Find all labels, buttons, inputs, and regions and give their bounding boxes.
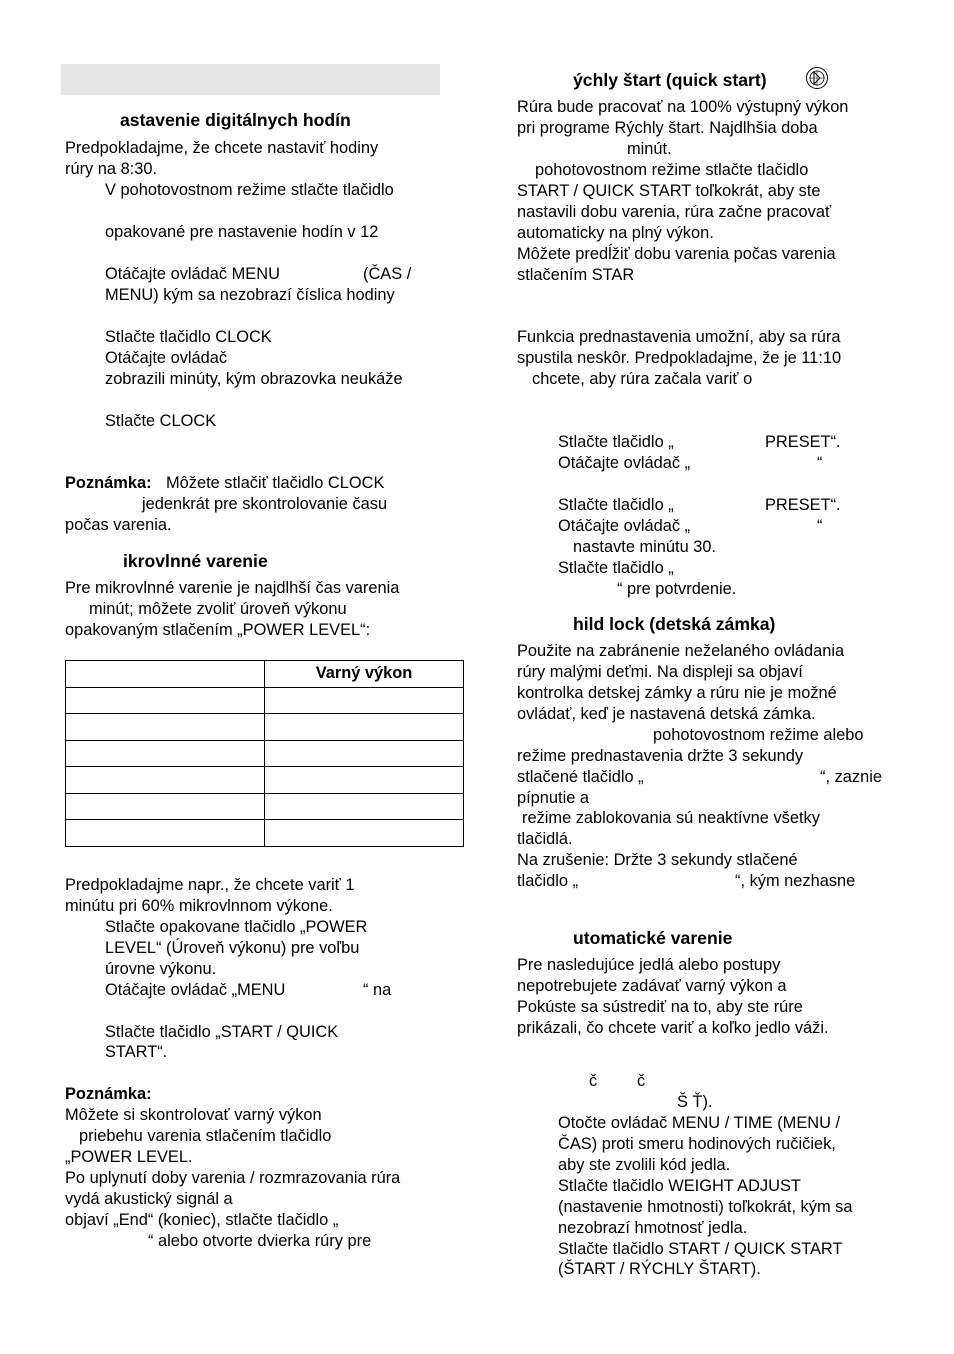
table-cell xyxy=(66,714,265,741)
heading-auto-cooking: utomatické varenie xyxy=(573,928,733,948)
quick-text-line: nastavili dobu varenia, rúra začne pracovať xyxy=(517,203,832,221)
clock-text-line: rúry na 8:30. xyxy=(65,160,158,178)
lock-text-line: pohotovostnom režime alebo xyxy=(653,726,864,744)
note-text-line: priebehu varenia stlačením tlačidlo xyxy=(79,1127,332,1145)
lock-text-line: kontrolka detskej zámky a rúru nie je možné xyxy=(517,684,837,702)
note-text-line: „POWER LEVEL. xyxy=(65,1148,193,1166)
note-text-line: počas varenia. xyxy=(65,516,172,534)
table-header-cell xyxy=(66,661,265,688)
quick-text-line: Rúra bude pracovať na 100% výstupný výkon xyxy=(517,98,849,116)
table-row xyxy=(66,793,464,820)
auto-text-line: prikázali, čo chcete variť a koľko jedlo váži. xyxy=(517,1019,829,1037)
example-text-line: Predpokladajme napr., že chcete variť 1 xyxy=(65,876,355,894)
preset-step-line: Stlačte tlačidlo „ xyxy=(558,559,674,577)
example-step-line: Otáčajte ovládač „MENU xyxy=(105,981,286,999)
micro-text-line: minút; môžete zvoliť úroveň výkonu xyxy=(89,600,347,618)
example-step-line: “ na xyxy=(363,981,392,999)
auto-step-line: (ŠTART / RÝCHLY ŠTART). xyxy=(558,1260,761,1278)
lock-text-line: ovládať, keď je nastavená detská zámka. xyxy=(517,705,816,723)
micro-text-line: Pre mikrovlnné varenie je najdlhší čas varenia xyxy=(65,579,400,597)
lock-text-line: rúry malými deťmi. Na displeji sa objaví xyxy=(517,663,803,681)
auto-step-line: ČAS) proti smeru hodinových ručičiek, xyxy=(558,1135,836,1153)
note-label: Poznámka: xyxy=(65,1085,152,1103)
quick-text-line: pri programe Rýchly štart. Najdlhšia doba xyxy=(517,119,818,137)
table-cell xyxy=(265,714,464,741)
preset-text-line: spustila neskôr. Predpokladajme, že je 11:10 xyxy=(517,349,842,367)
quick-start-icon xyxy=(805,66,829,90)
table-row xyxy=(66,820,464,847)
example-step-line: Stlačte opakovane tlačidlo „POWER xyxy=(105,918,368,936)
preset-step-line: “ pre potvrdenie. xyxy=(617,580,737,598)
table-row xyxy=(66,714,464,741)
table-row xyxy=(66,740,464,767)
preset-step-line: PRESET“. xyxy=(765,433,841,451)
note-text-line: vydá akustický signál a xyxy=(65,1190,233,1208)
preset-step-line: Otáčajte ovládač „ xyxy=(558,454,691,472)
note-text-line: jedenkrát pre skontrolovanie času xyxy=(142,495,388,513)
note-text-line: “ alebo otvorte dvierka rúry pre xyxy=(148,1232,372,1250)
note-text-line: Môžete si skontrolovať varný výkon xyxy=(65,1106,322,1124)
preset-step-line: PRESET“. xyxy=(765,496,841,514)
lock-text-line: tlačidlo „ xyxy=(517,872,579,890)
auto-text-line: Pokúste sa sústrediť na to, aby ste rúre xyxy=(517,998,803,1016)
lock-text-line: režime prednastavenia držte 3 sekundy xyxy=(517,747,804,765)
preset-step-line: nastavte minútu 30. xyxy=(573,538,717,556)
heading-clock-setting: astavenie digitálnych hodín xyxy=(120,110,351,130)
table-cell xyxy=(66,767,265,794)
quick-text-line: automaticky na plný výkon. xyxy=(517,224,714,242)
clock-text-line: Predpokladajme, že chcete nastaviť hodiny xyxy=(65,139,379,157)
clock-step-line: Otáčajte ovládač xyxy=(105,349,228,367)
quick-text-line: minút. xyxy=(627,140,672,158)
lock-text-line: “, kým nezhasne xyxy=(735,872,856,890)
lock-text-line: pípnutie a xyxy=(517,789,589,807)
auto-fragment: č xyxy=(589,1072,598,1090)
clock-step-line: Stlačte CLOCK xyxy=(105,412,217,430)
example-step-line: Stlačte tlačidlo „START / QUICK xyxy=(105,1023,339,1041)
lock-text-line: “, zaznie xyxy=(820,768,882,786)
example-step-line: START“. xyxy=(105,1043,168,1061)
auto-step-line: Otočte ovládač MENU / TIME (MENU / xyxy=(558,1114,841,1132)
preset-step-line: Stlačte tlačidlo „ xyxy=(558,496,674,514)
table-cell xyxy=(265,687,464,714)
section-header-bar xyxy=(61,64,440,95)
preset-step-line: “ xyxy=(817,454,823,472)
note-label: Poznámka: xyxy=(65,474,152,492)
table-cell xyxy=(66,687,265,714)
auto-fragment: Š Ť). xyxy=(677,1093,713,1111)
note-text-line: Po uplynutí doby varenia / rozmrazovania rúra xyxy=(65,1169,401,1187)
heading-child-lock: hild lock (detská zámka) xyxy=(573,614,776,634)
example-step-line: úrovne výkonu. xyxy=(105,960,217,978)
table-cell xyxy=(66,820,265,847)
auto-step-line: aby ste zvolili kód jedla. xyxy=(558,1156,731,1174)
table-row xyxy=(66,767,464,794)
table-header-row xyxy=(66,661,464,688)
heading-quick-start: ýchly štart (quick start) xyxy=(573,70,767,90)
clock-step-line: MENU) kým sa nezobrazí číslica hodiny xyxy=(105,286,395,304)
auto-text-line: nepotrebujete zadávať varný výkon a xyxy=(517,977,787,995)
clock-step-line: Stlačte tlačidlo CLOCK xyxy=(105,328,272,346)
example-step-line: LEVEL“ (Úroveň výkonu) pre voľbu xyxy=(105,939,360,957)
quick-text-line: Môžete predĺžiť dobu varenia počas varenia xyxy=(517,245,836,263)
lock-text-line: Použite na zabránenie neželaného ovládania xyxy=(517,642,845,660)
auto-text-line: Pre nasledujúce jedlá alebo postupy xyxy=(517,956,781,974)
example-text-line: minútu pri 60% mikrovlnnom výkone. xyxy=(65,897,333,915)
preset-step-line: Stlačte tlačidlo „ xyxy=(558,433,674,451)
table-cell xyxy=(66,740,265,767)
preset-step-line: Otáčajte ovládač „ xyxy=(558,517,691,535)
quick-text-line: START / QUICK START toľkokrát, aby ste xyxy=(517,182,821,200)
auto-step-line: Stlačte tlačidlo START / QUICK START xyxy=(558,1240,843,1258)
auto-step-line: Stlačte tlačidlo WEIGHT ADJUST xyxy=(558,1177,801,1195)
clock-step-line: V pohotovostnom režime stlačte tlačidlo xyxy=(105,181,394,199)
table-row xyxy=(66,687,464,714)
table-cell xyxy=(265,740,464,767)
preset-step-line: “ xyxy=(817,517,823,535)
table-cell xyxy=(66,793,265,820)
table-header-cell: Varný výkon xyxy=(265,661,464,688)
quick-text-line: pohotovostnom režime stlačte tlačidlo xyxy=(535,161,809,179)
clock-step-line: Otáčajte ovládač MENU xyxy=(105,265,280,283)
note-text-line: objaví „End“ (koniec), stlačte tlačidlo „ xyxy=(65,1211,339,1229)
auto-fragment: č xyxy=(637,1072,646,1090)
lock-text-line: tlačidlá. xyxy=(517,830,573,848)
clock-step-line: opakované pre nastavenie hodín v 12 xyxy=(105,223,379,241)
note-text-line: Môžete stlačiť tlačidlo CLOCK xyxy=(166,474,385,492)
lock-text-line: stlačené tlačidlo „ xyxy=(517,768,644,786)
preset-text-line: chcete, aby rúra začala variť o xyxy=(532,370,753,388)
auto-step-line: (nastavenie hmotnosti) toľkokrát, kým sa xyxy=(558,1198,853,1216)
power-level-table xyxy=(65,660,464,847)
clock-step-line: (ČAS / xyxy=(363,265,412,283)
table-cell xyxy=(265,820,464,847)
table-cell xyxy=(265,767,464,794)
lock-text-line: Na zrušenie: Držte 3 sekundy stlačené xyxy=(517,851,798,869)
micro-text-line: opakovaným stlačením „POWER LEVEL“: xyxy=(65,621,371,639)
heading-microwave-cooking: ikrovlnné varenie xyxy=(123,551,268,571)
quick-text-line: stlačením STAR xyxy=(517,266,635,284)
auto-step-line: nezobrazí hmotnosť jedla. xyxy=(558,1219,748,1237)
lock-text-line: režime zablokovania sú neaktívne všetky xyxy=(522,809,820,827)
table-cell xyxy=(265,793,464,820)
preset-text-line: Funkcia prednastavenia umožní, aby sa rúra xyxy=(517,328,841,346)
clock-step-line: zobrazili minúty, kým obrazovka neukáže xyxy=(105,370,403,388)
